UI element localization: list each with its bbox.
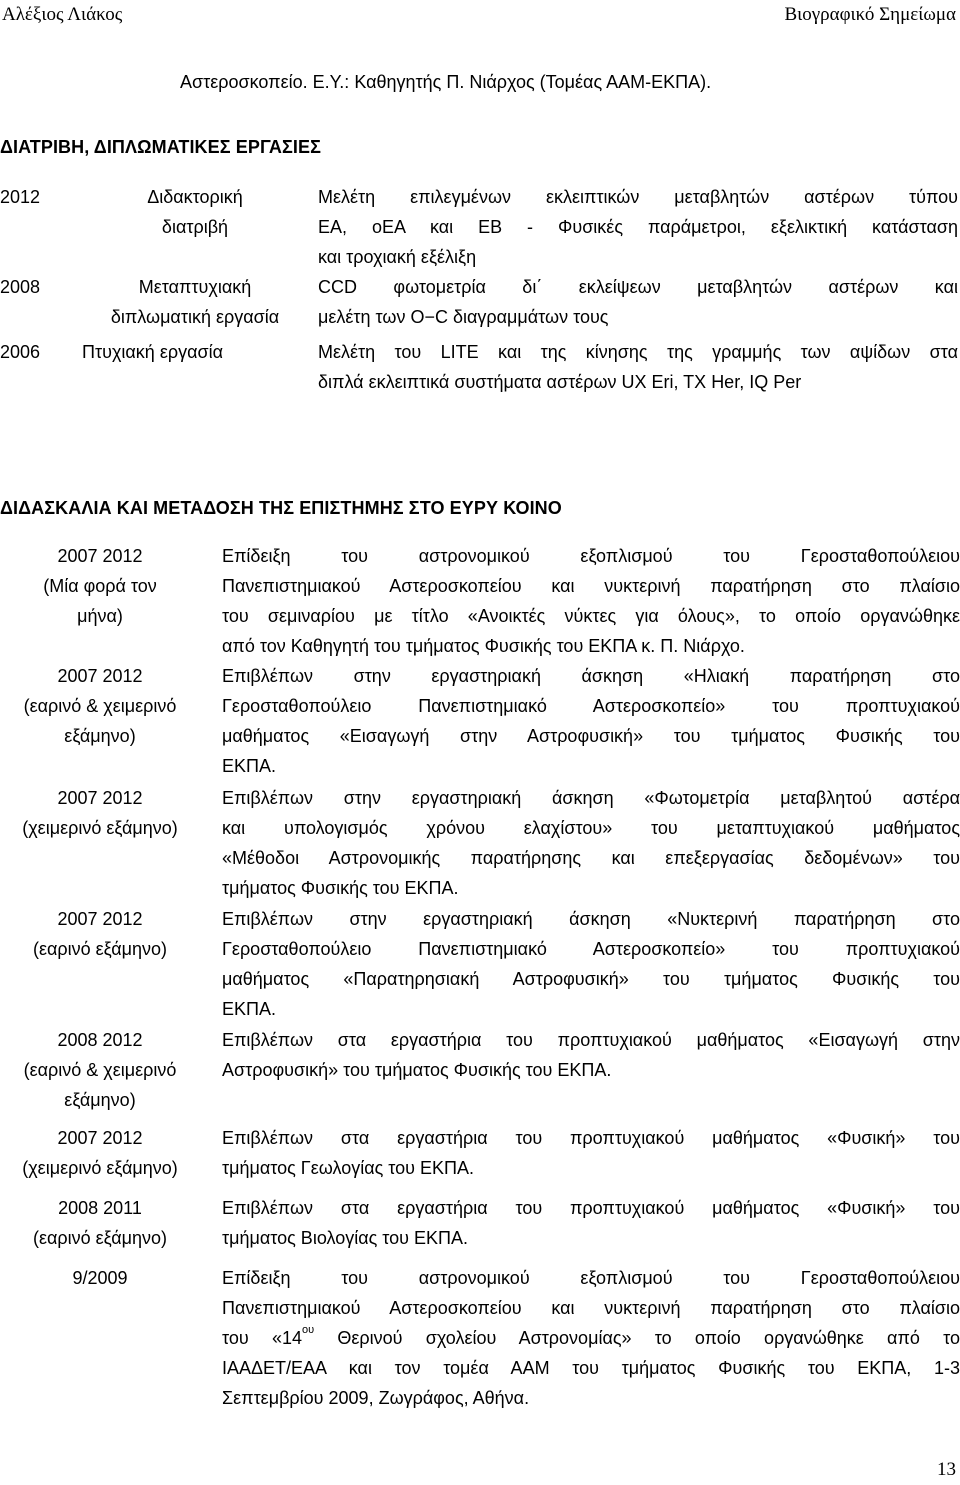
teaching-row <box>0 661 960 781</box>
teaching-period <box>0 1123 200 1183</box>
teaching-row <box>0 783 960 903</box>
thesis-type <box>100 272 290 332</box>
page-number: 13 <box>937 1459 956 1480</box>
thesis-desc-line: και τροχιακή εξέλιξη <box>318 247 477 267</box>
page-header <box>0 2 960 30</box>
teaching-desc-line: τμήματος Γεωλογίας του ΕΚΠΑ. <box>222 1158 475 1178</box>
teaching-desc-line: και υπολογισμός χρόνου ελαχίστου» του μεταπτυχιακού μαθήματος <box>222 818 960 838</box>
thesis-row <box>0 272 960 332</box>
teaching-period-line: 2007 2012 <box>57 666 143 686</box>
special-before: του «14 <box>222 1328 302 1348</box>
teaching-period <box>0 1025 200 1115</box>
teaching-period-line: 2007 2012 <box>57 909 143 929</box>
teaching-period <box>0 904 200 964</box>
teaching-period-line: (εαρινό & χειμερινό <box>23 696 177 716</box>
teaching-period-line: 2007 2012 <box>57 788 143 808</box>
thesis-description <box>318 272 958 332</box>
teaching-desc-line: Επιβλέπων στην εργαστηριακή άσκηση «Νυκτερινή παρατήρηση στο <box>222 909 960 929</box>
thesis-type <box>62 337 322 367</box>
teaching-desc-line: τμήματος Φυσικής του ΕΚΠΑ. <box>222 878 459 898</box>
teaching-row <box>0 904 960 1024</box>
teaching-row <box>0 1263 960 1413</box>
thesis-type <box>120 182 270 242</box>
teaching-period-line: 9/2009 <box>72 1268 128 1288</box>
thesis-row <box>0 182 960 272</box>
thesis-desc-line: Μελέτη του LITE και της κίνησης της γραμμής των αψίδων στα <box>318 342 958 362</box>
supervisor-line: Αστεροσκοπείο. Ε.Υ.: Καθηγητής Π. Νιάρχος (Τομέας ΑΑΜ-ΕΚΠΑ). <box>180 72 712 92</box>
teaching-section-title: ΔΙΔΑΣΚΑΛΙΑ ΚΑΙ ΜΕΤΑΔΟΣΗ ΤΗΣ ΕΠΙΣΤΗΜΗΣ ΣΤΟ ΕΥΡΥ ΚΟΙΝΟ <box>0 498 562 518</box>
teaching-desc-line: του σεμιναρίου με τίτλο «Ανοικτές νύκτες για όλους», το οποίο οργανώθηκε <box>222 606 960 626</box>
teaching-period-line: (Μία φορά τον <box>43 576 157 596</box>
teaching-desc-line: Επιβλέπων στην εργαστηριακή άσκηση «Φωτομετρία μεταβλητού αστέρα <box>222 788 960 808</box>
teaching-desc-line: ΕΚΠΑ. <box>222 756 277 776</box>
thesis-desc-line: CCD φωτομετρία δι΄ εκλείψεων μεταβλητών αστέρων και <box>318 277 958 297</box>
thesis-section-title: ΔΙΑΤΡΙΒΗ, ΔΙΠΛΩΜΑΤΙΚΕΣ ΕΡΓΑΣΙΕΣ <box>0 137 322 157</box>
thesis-description <box>318 337 958 397</box>
teaching-period-line: (χειμερινό εξάμηνο) <box>22 818 178 838</box>
teaching-desc-line: Επιβλέπων στην εργαστηριακή άσκηση «Ηλιακή παρατήρηση στο <box>222 666 960 686</box>
ordinal-superscript: ου <box>301 1324 315 1336</box>
teaching-row <box>0 541 960 661</box>
teaching-description <box>222 1193 960 1253</box>
thesis-row <box>0 337 960 397</box>
teaching-desc-line: «Μέθοδοι Αστρονομικής παρατήρησης και επεξεργασίας δεδομένων» του <box>222 848 960 868</box>
teaching-description <box>222 1263 960 1413</box>
teaching-desc-line: Επιβλέπων στα εργαστήρια του προπτυχιακού μαθήματος «Φυσική» του <box>222 1198 960 1218</box>
special-after: Θερινού σχολείου Αστρονομίας» το οποίο οργανώθηκε από το <box>314 1328 960 1348</box>
thesis-type-line: διπλωματική εργασία <box>110 307 280 327</box>
teaching-desc-line: Αστροφυσική» του τμήματος Φυσικής του ΕΚΠΑ. <box>222 1060 612 1080</box>
teaching-period <box>0 541 200 631</box>
teaching-desc-line: μαθήματος «Εισαγωγή στην Αστροφυσική» του τμήματος Φυσικής του <box>222 726 960 746</box>
teaching-row <box>0 1193 960 1258</box>
thesis-desc-line: μελέτη των O−C διαγραμμάτων τους <box>318 307 609 327</box>
thesis-desc-line: διπλά εκλειπτικά συστήματα αστέρων UX Eri, TX Her, IQ Per <box>318 372 802 392</box>
teaching-description <box>222 1025 960 1085</box>
teaching-period <box>0 1263 200 1293</box>
teaching-period-line: (εαρινό εξάμηνο) <box>32 1228 168 1248</box>
teaching-desc-line: Πανεπιστημιακού Αστεροσκοπείου και νυκτερινή παρατήρηση στο πλαίσιο <box>222 576 960 596</box>
teaching-period-line: εξάμηνο) <box>64 726 136 746</box>
teaching-row <box>0 1123 960 1188</box>
teaching-desc-line-special <box>222 1323 960 1353</box>
thesis-type-line: Διδακτορική <box>147 187 243 207</box>
teaching-desc-line: ΕΚΠΑ. <box>222 999 277 1019</box>
teaching-desc-line: Επιβλέπων στα εργαστήρια του προπτυχιακού μαθήματος «Εισαγωγή στην <box>222 1030 960 1050</box>
thesis-type-line: Πτυχιακή εργασία <box>82 342 224 362</box>
teaching-desc-line: από τον Καθηγητή του τμήματος Φυσικής του ΕΚΠΑ κ. Π. Νιάρχο. <box>222 636 745 656</box>
teaching-desc-line: Σεπτεμβρίου 2009, Ζωγράφος, Αθήνα. <box>222 1388 530 1408</box>
teaching-period-line: (χειμερινό εξάμηνο) <box>22 1158 178 1178</box>
teaching-description <box>222 904 960 1024</box>
teaching-period-line: 2007 2012 <box>57 1128 143 1148</box>
teaching-description <box>222 1123 960 1183</box>
teaching-description <box>222 661 960 781</box>
teaching-desc-line: τμήματος Βιολογίας του ΕΚΠΑ. <box>222 1228 469 1248</box>
teaching-desc-line: μαθήματος «Παρατηρησιακή Αστροφυσική» του τμήματος Φυσικής του <box>222 969 960 989</box>
thesis-description <box>318 182 958 272</box>
teaching-description <box>222 541 960 661</box>
header-document-title: Βιογραφικό Σημείωμα <box>784 4 956 25</box>
header-author: Αλέξιος Λιάκος <box>2 4 123 25</box>
teaching-period-line: μήνα) <box>77 606 123 626</box>
thesis-type-line: Μεταπτυχιακή <box>138 277 252 297</box>
teaching-period-line: εξάμηνο) <box>64 1090 136 1110</box>
teaching-period-line: 2008 2011 <box>58 1198 142 1218</box>
thesis-year: 2006 <box>0 342 41 362</box>
thesis-type-line: διατριβή <box>161 217 229 237</box>
teaching-period <box>0 1193 200 1253</box>
teaching-period <box>0 783 200 843</box>
teaching-description <box>222 783 960 903</box>
teaching-desc-line: Γεροσταθοπούλειο Πανεπιστημιακό Αστεροσκοπείο» του προπτυχιακού <box>222 696 960 716</box>
teaching-desc-line: ΙΑΑΔΕΤ/ΕΑΑ και τον τομέα ΑΑΜ του τμήματος Φυσικής του ΕΚΠΑ, 1-3 <box>222 1358 960 1378</box>
thesis-desc-line: Μελέτη επιλεγμένων εκλειπτικών μεταβλητών αστέρων τύπου <box>318 187 958 207</box>
teaching-period-line: 2008 2012 <box>57 1030 143 1050</box>
teaching-desc-line: Επίδειξη του αστρονομικού εξοπλισμού του Γεροσταθοπούλειου <box>222 1268 960 1288</box>
teaching-period-line: (εαρινό εξάμηνο) <box>32 939 168 959</box>
teaching-desc-line: Γεροσταθοπούλειο Πανεπιστημιακό Αστεροσκοπείο» του προπτυχιακού <box>222 939 960 959</box>
teaching-desc-line: Επιβλέπων στα εργαστήρια του προπτυχιακού μαθήματος «Φυσική» του <box>222 1128 960 1148</box>
thesis-year: 2008 <box>0 277 41 297</box>
teaching-period <box>0 661 200 751</box>
teaching-desc-line: Πανεπιστημιακού Αστεροσκοπείου και νυκτερινή παρατήρηση στο πλαίσιο <box>222 1298 960 1318</box>
teaching-desc-line: Επίδειξη του αστρονομικού εξοπλισμού του Γεροσταθοπούλειου <box>222 546 960 566</box>
teaching-row <box>0 1025 960 1120</box>
teaching-period-line: 2007 2012 <box>57 546 143 566</box>
thesis-year: 2012 <box>0 187 41 207</box>
thesis-desc-line: EA, oEA και EB - Φυσικές παράμετροι, εξελικτική κατάσταση <box>318 217 958 237</box>
teaching-period-line: (εαρινό & χειμερινό <box>23 1060 177 1080</box>
